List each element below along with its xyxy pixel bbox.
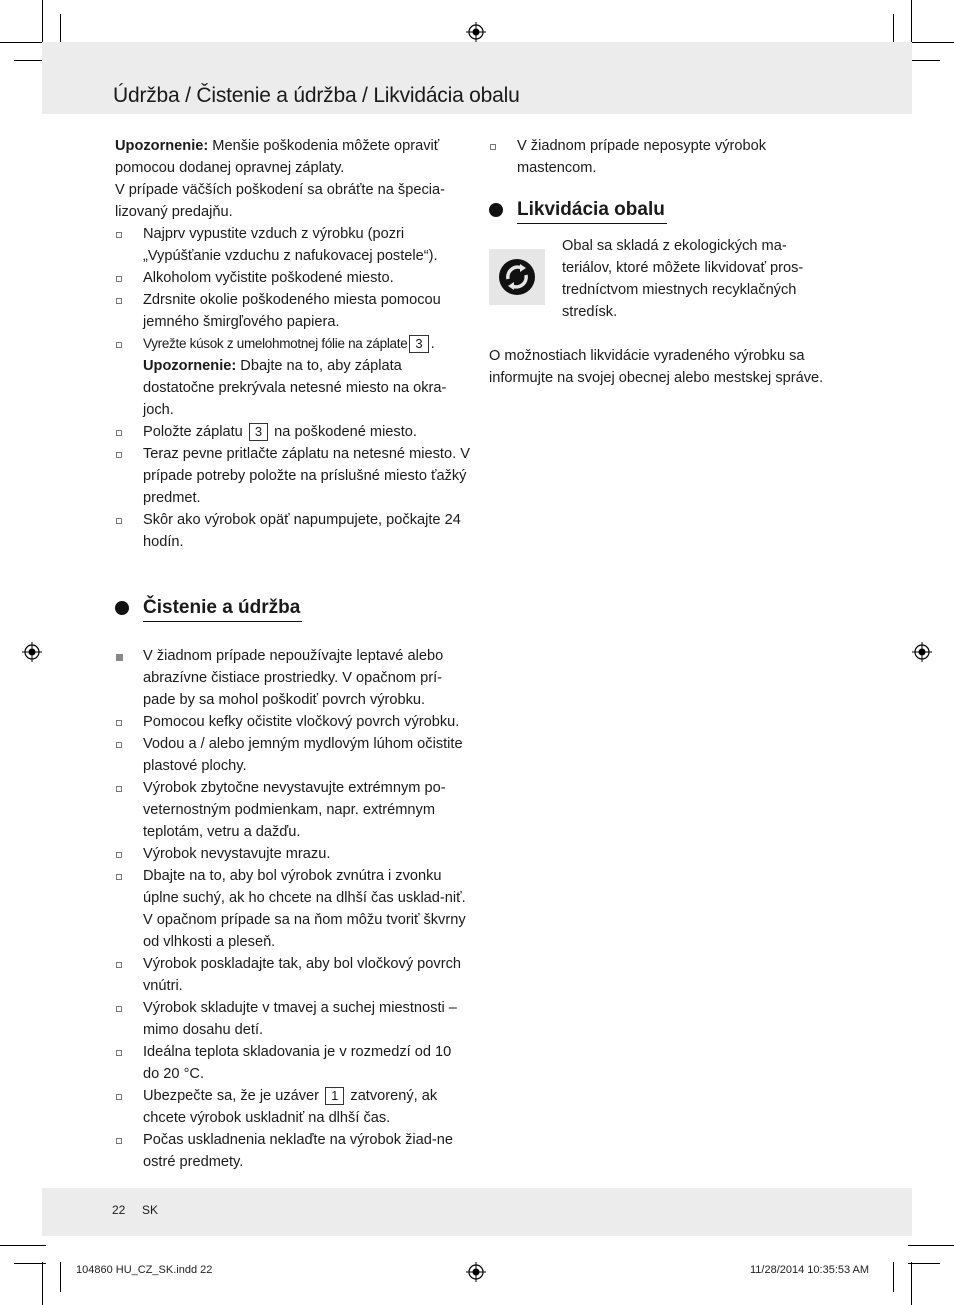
crop-mark bbox=[893, 1262, 894, 1292]
checkbox-bullet-icon bbox=[116, 962, 122, 968]
section-bullet-icon bbox=[489, 203, 503, 217]
checkbox-bullet-icon bbox=[116, 1138, 122, 1144]
checkbox-bullet-icon bbox=[116, 852, 122, 858]
crop-mark bbox=[911, 1262, 912, 1305]
footer-band bbox=[42, 1188, 912, 1236]
list-item: Ideálna teplota skladovania je v rozmedzí od 10 do 20 °C. bbox=[115, 1041, 470, 1085]
crop-mark bbox=[908, 60, 940, 61]
checkbox-bullet-icon bbox=[116, 1094, 122, 1100]
crop-mark bbox=[42, 0, 43, 46]
list-item: Výrobok nevystavujte mrazu. bbox=[115, 843, 470, 865]
crop-mark bbox=[14, 1263, 46, 1264]
registration-mark-icon bbox=[466, 1262, 486, 1282]
note-text: Menšie poškodenia môžete opraviť pomocou dodanej opravnej záplaty. bbox=[115, 138, 440, 176]
checkbox-bullet-icon bbox=[116, 518, 122, 524]
note-label: Upozornenie: bbox=[115, 138, 209, 154]
list-item: Pomocou kefky očistite vločkový povrch výrobku. bbox=[115, 711, 470, 733]
left-column bbox=[115, 135, 470, 1173]
list-item: Skôr ako výrobok opäť napumpujete, počkajte 24 hodín. bbox=[115, 509, 470, 553]
list-item: Vodou a / alebo jemným mydlovým lúhom očistite plastové plochy. bbox=[115, 733, 470, 777]
crop-mark bbox=[42, 1262, 43, 1305]
page-number: 22 bbox=[112, 1203, 126, 1217]
crop-mark bbox=[911, 0, 912, 46]
list-item: Alkoholom vyčistite poškodené miesto. bbox=[115, 267, 470, 289]
packaging-text: Obal sa skladá z ekologických ma-teriálov, ktoré môžete likvidovať pros-tredníctvom miestnych recyklačných stredísk. bbox=[562, 238, 804, 320]
checkbox-bullet-icon bbox=[116, 452, 122, 458]
list-item: Zdrsnite okolie poškodeného miesta pomocou jemného šmirgľového papiera. bbox=[115, 289, 470, 333]
checkbox-bullet-icon bbox=[116, 276, 122, 282]
crop-mark bbox=[0, 42, 46, 43]
registration-mark-icon bbox=[466, 22, 486, 42]
section-bullet-icon bbox=[115, 601, 129, 615]
list-item: Výrobok zbytočne nevystavujte extrémnym po-veternostným podmienkam, napr. extrémnym teplotám, vetru a dažďu. bbox=[115, 777, 470, 843]
checkbox-bullet-icon bbox=[116, 874, 122, 880]
repair-note-2: V prípade väčších poškodení sa obráťte na špecia-lizovaný predajňu. bbox=[115, 182, 445, 220]
checkbox-bullet-icon bbox=[116, 1050, 122, 1056]
list-item: V žiadnom prípade neposypte výrobok mastencom. bbox=[489, 135, 849, 179]
note-label: Upozornenie: bbox=[143, 358, 237, 374]
section-heading-disposal: Likvidácia obalu bbox=[489, 197, 849, 227]
list-item: V žiadnom prípade nepoužívajte leptavé alebo abrazívne čistiace prostriedky. V opačnom prí-pade by sa mohol poškodiť povrch výrobku. bbox=[115, 645, 470, 711]
checkbox-bullet-icon bbox=[490, 144, 496, 150]
list-item: Výrobok poskladajte tak, aby bol vločkový povrch vnútri. bbox=[115, 953, 470, 997]
right-column bbox=[489, 135, 849, 389]
list-item: Teraz pevne pritlačte záplatu na netesné miesto. V prípade potreby položte na príslušné miesto ťažký predmet. bbox=[115, 443, 470, 509]
checkbox-bullet-icon bbox=[116, 298, 122, 304]
page-title: Údržba / Čistenie a údržba / Likvidácia obalu bbox=[113, 84, 520, 107]
part-reference: 3 bbox=[409, 335, 428, 353]
list-item: Vyrežte kúsok z umelohmotnej fólie na záplate 3 . Upozornenie: Dbajte na to, aby záplata dostatočne prekrývala netesné miesto na okra-joch. bbox=[115, 333, 470, 421]
crop-mark bbox=[60, 1262, 61, 1292]
language-code: SK bbox=[142, 1203, 159, 1217]
list-item: Počas uskladnenia neklaďte na výrobok žiad-ne ostré predmety. bbox=[115, 1129, 470, 1173]
talc-list bbox=[489, 135, 849, 179]
list-item: Položte záplatu 3 na poškodené miesto. bbox=[115, 421, 470, 443]
repair-steps-list bbox=[115, 223, 470, 553]
care-list bbox=[115, 645, 470, 1173]
checkbox-bullet-icon bbox=[116, 786, 122, 792]
checkbox-bullet-icon bbox=[116, 720, 122, 726]
square-bullet-icon bbox=[116, 654, 123, 661]
green-dot-recycling-icon bbox=[489, 249, 545, 305]
part-reference: 1 bbox=[325, 1087, 344, 1105]
part-reference: 3 bbox=[249, 423, 268, 441]
crop-mark bbox=[908, 1263, 940, 1264]
registration-mark-icon bbox=[22, 642, 42, 662]
slug-file: 104860 HU_CZ_SK.indd 22 bbox=[76, 1264, 213, 1276]
checkbox-bullet-icon bbox=[116, 742, 122, 748]
crop-mark bbox=[908, 42, 954, 43]
checkbox-bullet-icon bbox=[116, 1006, 122, 1012]
checkbox-bullet-icon bbox=[116, 232, 122, 238]
list-item: Dbajte na to, aby bol výrobok zvnútra i zvonku úplne suchý, ak ho chcete na dlhší čas usklad-niť. V opačnom prípade sa na ňom môžu tvoriť škvrny od vlhkosti a pleseň. bbox=[115, 865, 470, 953]
checkbox-bullet-icon bbox=[116, 430, 122, 436]
list-item: Ubezpečte sa, že je uzáver 1 zatvorený, ak chcete výrobok uskladniť na dlhší čas. bbox=[115, 1085, 470, 1129]
crop-mark bbox=[0, 1245, 46, 1246]
disposal-text: O možnostiach likvidácie vyradeného výrobku sa informujte na svojej obecnej alebo mestskej správe. bbox=[489, 348, 824, 386]
checkbox-bullet-icon bbox=[116, 342, 122, 348]
list-item: Výrobok skladujte v tmavej a suchej miestnosti – mimo dosahu detí. bbox=[115, 997, 470, 1041]
repair-note bbox=[115, 135, 470, 179]
section-heading-cleaning: Čistenie a údržba bbox=[115, 595, 470, 625]
crop-mark bbox=[908, 1245, 954, 1246]
registration-mark-icon bbox=[912, 642, 932, 662]
slug-date: 11/28/2014 10:35:53 AM bbox=[750, 1264, 870, 1276]
list-item: Najprv vypustite vzduch z výrobku (pozri „Vypúšťanie vzduchu z nafukovacej postele“). bbox=[115, 223, 470, 267]
